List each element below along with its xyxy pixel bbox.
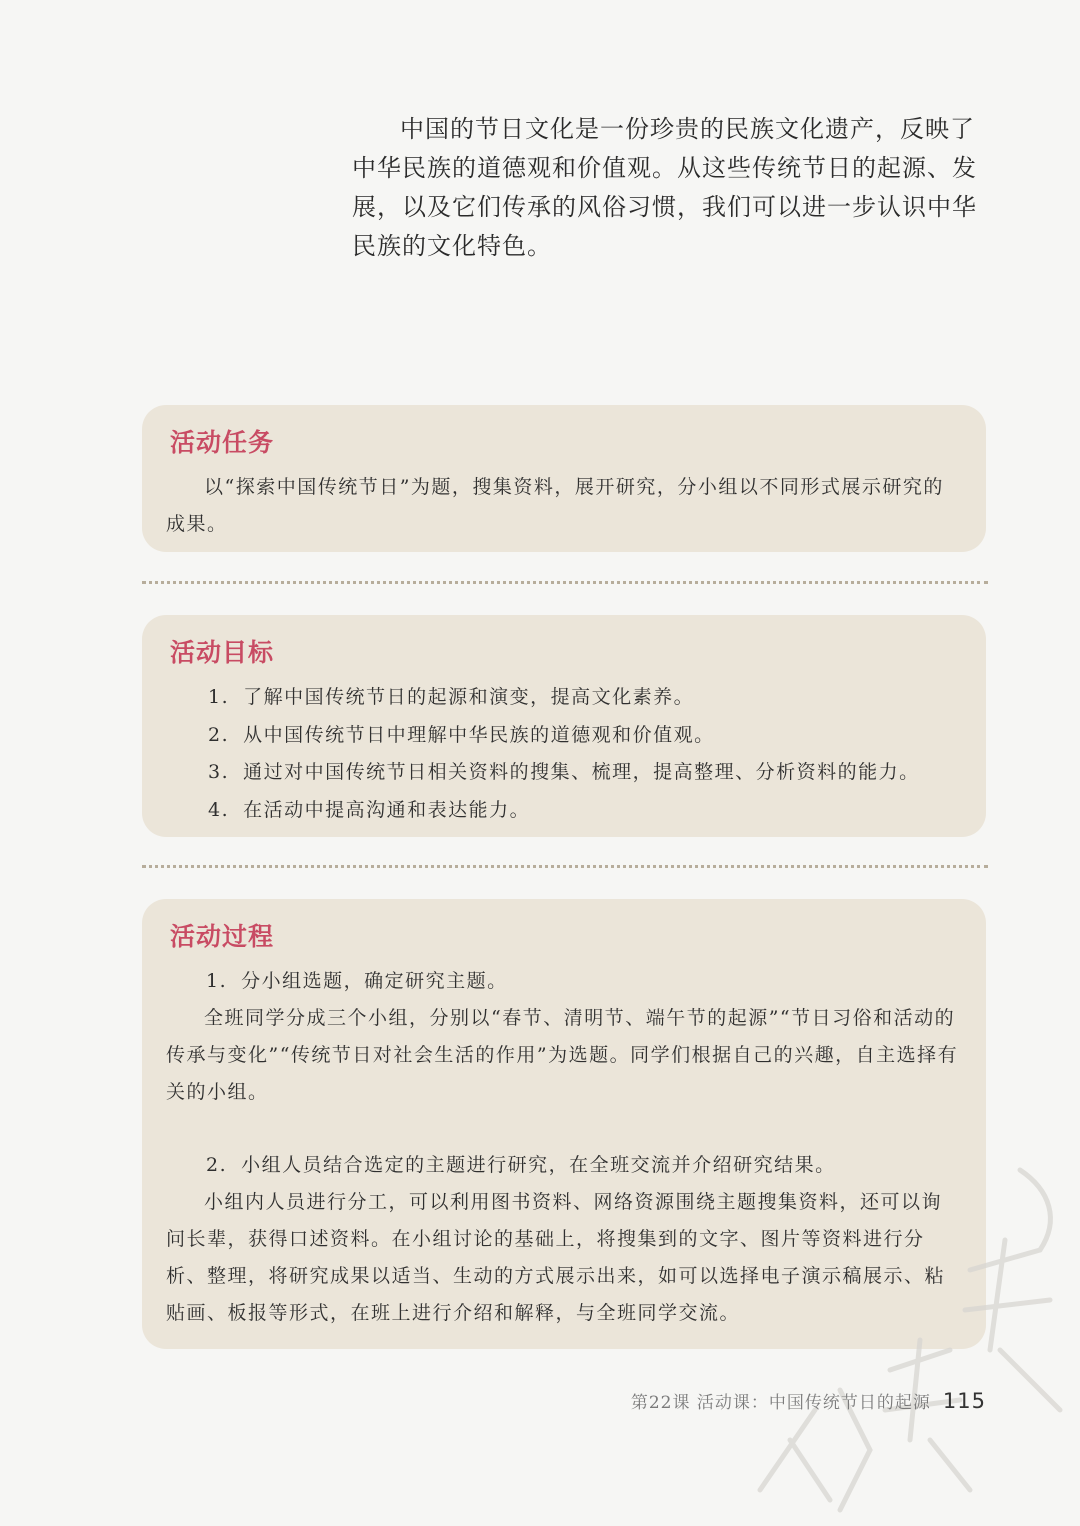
- activity-task-box: [142, 405, 986, 552]
- goal-num-4: 4.: [208, 798, 230, 821]
- intro-text: 中国的节日文化是一份珍贵的民族文化遗产，反映了中华民族的道德观和价值观。从这些传统节日的起源、发展，以及它们传承的风俗习惯，我们可以进一步认识中华民族的文化特色。: [352, 115, 977, 260]
- goal-text-3: 通过对中国传统节日相关资料的搜集、梳理，提高整理、分析资料的能力。: [243, 761, 920, 783]
- page-footer: [631, 1388, 986, 1413]
- goal-item-2: [166, 717, 960, 755]
- goal-item-4: [166, 792, 960, 830]
- goal-text-2: 从中国传统节日中理解中华民族的道德观和价值观。: [243, 723, 715, 746]
- goal-item-1: [166, 679, 960, 717]
- process-step-1-text: 全班同学分成三个小组，分别以“春节、清明节、端午节的起源”“节日习俗和活动的传承与变化”“传统节日对社会生活的作用”为选题。同学们根据自己的兴趣，自主选择有关的小组。: [166, 1007, 959, 1103]
- goal-text-1: 了解中国传统节日的起源和演变，提高文化素养。: [243, 686, 695, 708]
- process-step-2-heading-text: 小组人员结合选定的主题进行研究，在全班交流并介绍研究结果。: [241, 1154, 836, 1176]
- goal-num-3: 3.: [208, 761, 230, 783]
- goal-num-1: 1.: [208, 686, 230, 708]
- dotted-divider-1: [142, 581, 988, 584]
- activity-task-text: 以“探索中国传统节日”为题，搜集资料，展开研究，分小组以不同形式展示研究的成果。: [166, 476, 944, 535]
- process-step-1-heading: [166, 963, 960, 1000]
- process-gap: [166, 1111, 960, 1147]
- process-step-2-heading: [166, 1147, 960, 1184]
- activity-process-title: 活动过程: [170, 922, 275, 951]
- process-step-2-num: 2.: [206, 1154, 228, 1176]
- page-number: 115: [942, 1389, 986, 1413]
- dotted-divider-2: [142, 865, 988, 868]
- activity-goals-box: [142, 615, 986, 837]
- goal-num-2: 2.: [208, 723, 230, 746]
- goal-item-3: [166, 754, 960, 792]
- activity-goals-title: 活动目标: [170, 638, 275, 667]
- activity-process-box: [142, 899, 986, 1349]
- process-step-1-heading-text: 分小组选题，确定研究主题。: [241, 970, 508, 992]
- intro-paragraph: [352, 110, 992, 266]
- process-step-2-text: 小组内人员进行分工，可以利用图书资料、网络资源围绕主题搜集资料，还可以询问长辈，获得口述资料。在小组讨论的基础上，将搜集到的文字、图片等资料进行分析、整理，将研究成果以适当、生动的方式展示出来，如可以选择电子演示稿展示、粘贴画、板报等形式，在班上进行介绍和解释，与全班同学交流。: [166, 1191, 946, 1324]
- process-step-1-num: 1.: [206, 970, 228, 992]
- goal-text-4: 在活动中提高沟通和表达能力。: [243, 798, 531, 821]
- activity-task-title: 活动任务: [170, 428, 275, 457]
- footer-lesson-title: 第22课 活动课：中国传统节日的起源: [630, 1393, 931, 1413]
